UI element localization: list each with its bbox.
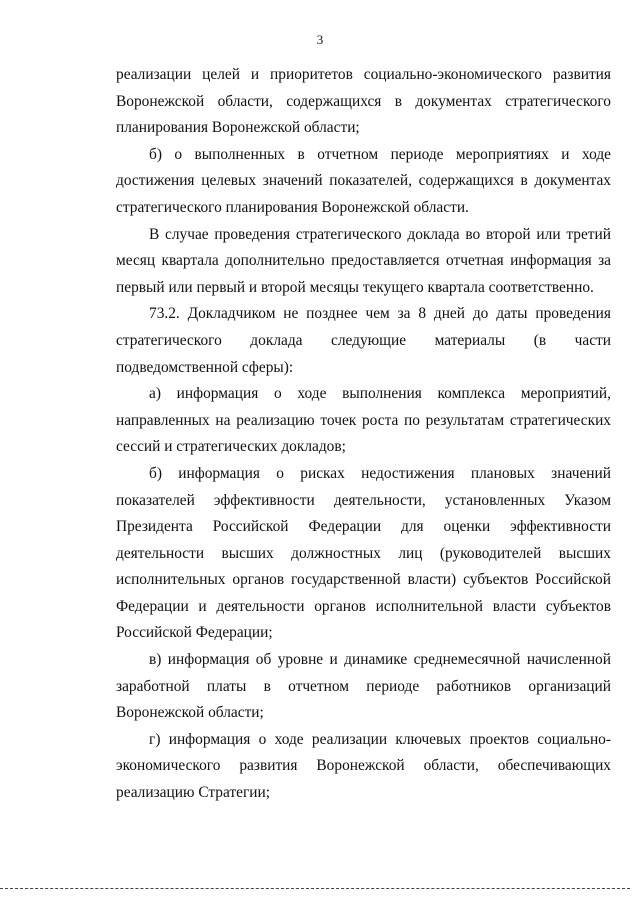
paragraph-item-g-key-projects: г) информация о ходе реализации ключевых проектов социально-экономического развития Воронежской области, обеспечивающих реализацию Стратегии; — [116, 730, 611, 802]
document-body — [116, 62, 611, 807]
paragraph-item-v-salary: в) информация об уровне и динамике среднемесячной начисленной заработной платы в отчетном периоде работников организаций Воронежской области; — [116, 651, 611, 722]
paragraph-quarter-reporting: В случае проведения стратегического доклада во второй или третий месяц квартала дополнительно предоставляется отчетная информация за первый или первый и второй месяцы текущего квартала соответственно. — [116, 225, 611, 296]
paragraph-item-b-completed-activities: б) о выполненных в отчетном периоде мероприятиях и ходе достижения целевых значений показателей, содержащихся в документах стратегического планирования Воронежской области. — [116, 145, 611, 216]
bottom-divider-line — [0, 888, 630, 889]
paragraph-item-a-growth-points: а) информация о ходе выполнения комплекса мероприятий, направленных на реализацию точек роста по результатам стратегических сессий и стратегических докладов; — [116, 385, 611, 456]
paragraph-continuation: реализации целей и приоритетов социально-экономического развития Воронежской области, содержащихся в документах стратегического планирования Воронежской области; — [116, 66, 611, 137]
paragraph-item-b-risks: б) информация о рисках недостижения плановых значений показателей эффективности деятельности, установленных Указом Президента Российской Федерации для оценки эффективности деятельности высших должностных лиц (руководителей высших исполнительных органов государственной власти) субъектов Российской Федерации и деятельности органов исполнительной власти субъектов Российской Федерации; — [116, 464, 611, 642]
paragraph-clause-73-2: 73.2. Докладчиком не позднее чем за 8 дней до даты проведения стратегического доклада следующие материалы (в части подведомственной сферы): — [116, 305, 611, 376]
page-number: 3 — [316, 32, 324, 47]
